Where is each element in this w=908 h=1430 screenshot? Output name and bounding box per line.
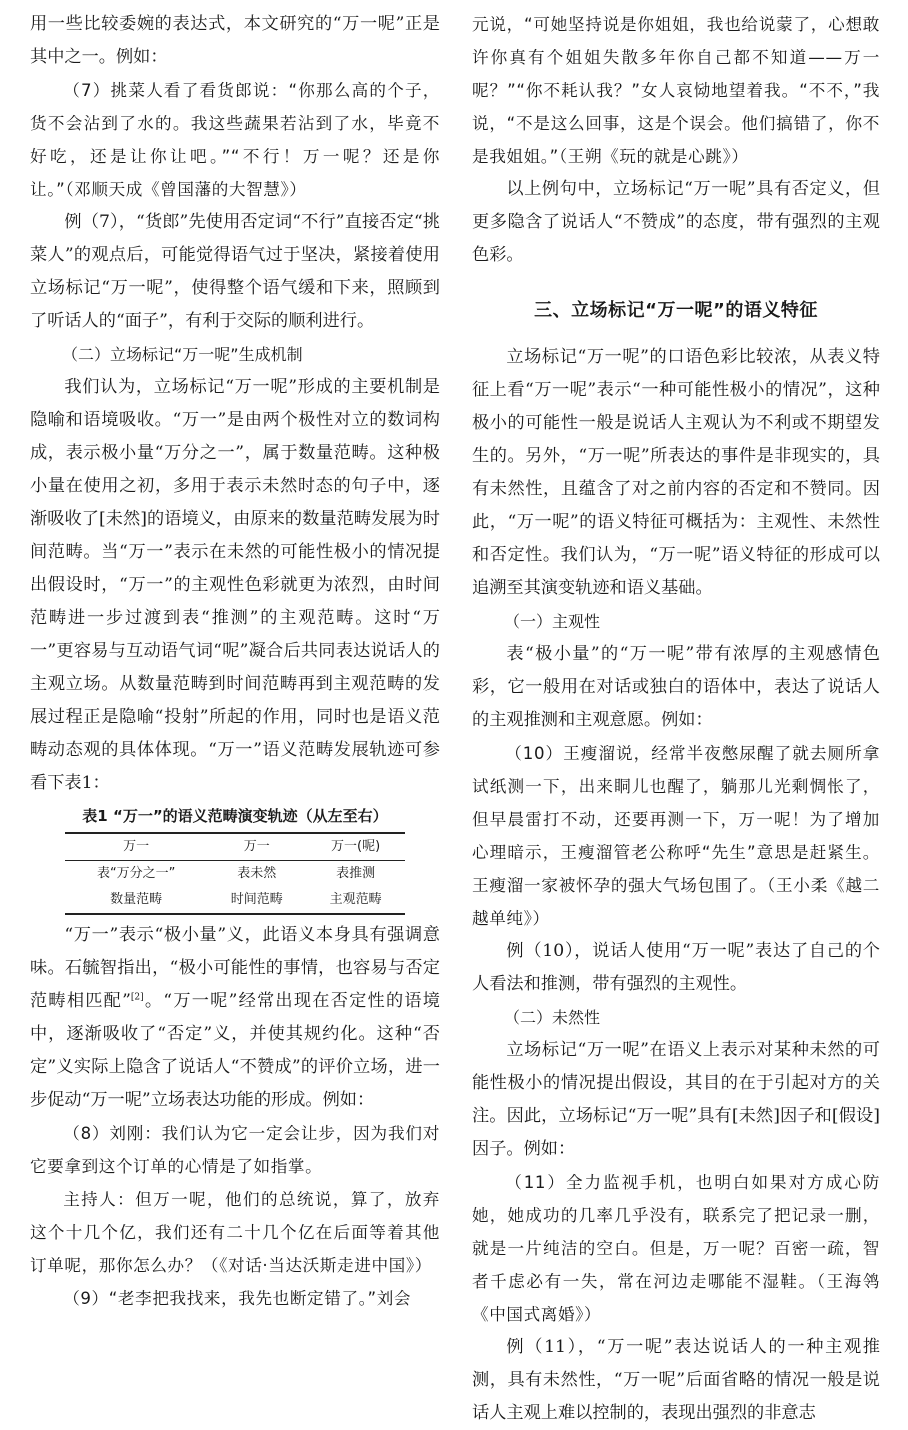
- paragraph: 例（11），“万一呢”表达说话人的一种主观推测，具有未然性，“万一呢”后面省略的情况一般是说话人主观上难以控制的，表现出强烈的非意志: [472, 1337, 880, 1423]
- table-row: [65, 887, 405, 914]
- table-cell: 表“万分之一”: [96, 866, 176, 881]
- table-caption: 表1 “万一”的语义范畴演变轨迹（从左至右）: [82, 807, 388, 825]
- paragraph: 例（7），“货郎”先使用否定词“不行”直接否定“挑菜人”的观点后，可能觉得语气过于坚决，紧接着使用立场标记“万一呢”，使得整个语气缓和下来，照顾到了听话人的“面子”，有利于交际的顺利进行。: [30, 212, 440, 331]
- subsection-heading: （二）未然性: [504, 1008, 601, 1027]
- paragraph: 立场标记“万一呢”在语义上表示对某种未然的可能性极小的情况提出假设，其目的在于引起对方的关注。因此，立场标记“万一呢”具有[未然]因子和[假设]因子。例如：: [472, 1040, 880, 1159]
- paragraph: 表“极小量”的“万一呢”带有浓厚的主观感情色彩，它一般用在对话或独白的语体中，表达了说话人的主观推测和主观意愿。例如：: [472, 644, 880, 730]
- table-cell: 数量范畴: [65, 887, 207, 914]
- paragraph: 用一些比较委婉的表达式，本文研究的“万一呢”正是其中之一。例如：: [30, 14, 440, 67]
- table-cell: 表推测: [336, 866, 376, 881]
- example-9-continued: 元说，“可她坚持说是你姐姐，我也给说蒙了，心想敢许你真有个姐姐失散多年你自己都不知道——万一呢？”“你不耗认我？”女人哀恸地望着我。“不不，”我说，“不是这么回事，这是个误会。他们搞错了，你不是我姐姐。”（王朔《玩的就是心跳》）: [472, 15, 880, 166]
- right-column: [472, 8, 880, 1430]
- table-header-row: [65, 833, 405, 861]
- section-heading: 三、立场标记“万一呢”的语义特征: [534, 300, 818, 321]
- paragraph-text: “万一”表示“极小量”义，此语义本身具有强调意味。石毓智指出，“极小可能性的事情，也容易与否定范畴相匹配”: [30, 925, 440, 1011]
- example-11: （11）全力监视手机，也明白如果对方成心防她，她成功的几率几乎没有，联系完了把记录一删，就是一片纯洁的空白。但是，万一呢？百密一疏，智者千虑必有一失，常在河边走哪能不湿鞋。（王海鸰《中国式离婚》）: [472, 1173, 880, 1324]
- left-column: [30, 8, 440, 1315]
- citation-ref: [2]: [130, 992, 144, 1003]
- subsection-heading: （一）主观性: [504, 612, 601, 631]
- example-8-host: 主持人：但万一呢，他们的总统说，算了，放弃这个十几个亿，我们还有二十几个亿在后面等着其他订单呢，那你怎么办？（《对话·当达沃斯走进中国》）: [30, 1190, 440, 1275]
- table-cell: 表未然: [237, 866, 277, 881]
- table-header-cell: 万一(呢): [306, 833, 405, 861]
- paragraph: 我们认为，立场标记“万一呢”形成的主要机制是隐喻和语境吸收。“万一”是由两个极性对立的数词构成，表示极小量“万分之一”，属于数量范畴。这种极小量在使用之初，多用于表示未然时态的句子中，逐渐吸收了[未然]的语境义，由原来的数量范畴发展为时间范畴。当“万一”表示在未然的可能性极小的情况提出假设时，“万一”的主观性色彩就更为浓烈，由时间范畴进一步过渡到表“推测”的主观范畴。这时“万一”更容易与互动语气词“呢”凝合后共同表达说话人的主观立场。从数量范畴到时间范畴再到主观范畴的发展过程正是隐喻“投射”所起的作用，同时也是语义范畴动态观的具体体现。“万一”语义范畴发展轨迹可参看下表1：: [30, 377, 440, 793]
- paragraph: [30, 919, 440, 1117]
- table-header-cell: 万一: [65, 833, 207, 861]
- example-8: （8）刘刚：我们认为它一定会让步，因为我们对它要拿到这个订单的心情是了如指掌。: [30, 1124, 440, 1176]
- semantic-category-table: [65, 832, 405, 915]
- example-10: （10）王瘦溜说，经常半夜憋尿醒了就去厕所拿试纸测一下，出来眮儿也醒了，躺那儿光剩惆怅了，但早晨雷打不动，还要再测一下，万一呢！为了增加心理暗示，王瘦溜管老公称呼“先生”意思是赶紧生。王瘦溜一家被怀孕的强大气场包围了。（王小柔《越二越单纯》）: [472, 744, 880, 928]
- subsection-heading: （二）立场标记“万一呢”生成机制: [62, 345, 303, 364]
- example-7: （7）挑菜人看了看货郎说：“你那么高的个子，货不会沾到了水的。我这些蔬果若沾到了水，毕竟不好吃，还是让你让吧。”“不行！万一呢？还是你让。”（邓顺天成《曾国藩的大智慧》）: [30, 81, 440, 199]
- paragraph: 以上例句中，立场标记“万一呢”具有否定义，但更多隐含了说话人“不赞成”的态度，带有强烈的主观色彩。: [472, 179, 880, 265]
- example-9: （9）“老李把我找来，我先也断定错了。”刘会: [63, 1289, 412, 1308]
- table-header-cell: 万一: [207, 833, 306, 861]
- table-cell: 时间范畴: [207, 887, 306, 914]
- table-cell: 主观范畴: [306, 887, 405, 914]
- paragraph: 例（10），说话人使用“万一呢”表达了自己的个人看法和推测，带有强烈的主观性。: [472, 941, 880, 994]
- paragraph: 立场标记“万一呢”的口语色彩比较浓，从表义特征上看“万一呢”表示“一种可能性极小的情况”，这种极小的可能性一般是说话人主观认为不利或不期望发生的。另外，“万一呢”所表达的事件是非现实的，具有未然性，且蕴含了对之前内容的否定和不赞同。因此，“万一呢”的语义特征可概括为：主观性、未然性和否定性。我们认为，“万一呢”语义特征的形成可以追溯至其演变轨迹和语义基础。: [472, 347, 880, 598]
- table-row: [65, 861, 405, 888]
- paragraph-text: 。“万一呢”经常出现在否定性的语境中，逐渐吸收了“否定”义，并使其规约化。这种“否定”义实际上隐含了说话人“不赞成”的评价立场，进一步促动“万一呢”立场表达功能的形成。例如：: [30, 991, 440, 1110]
